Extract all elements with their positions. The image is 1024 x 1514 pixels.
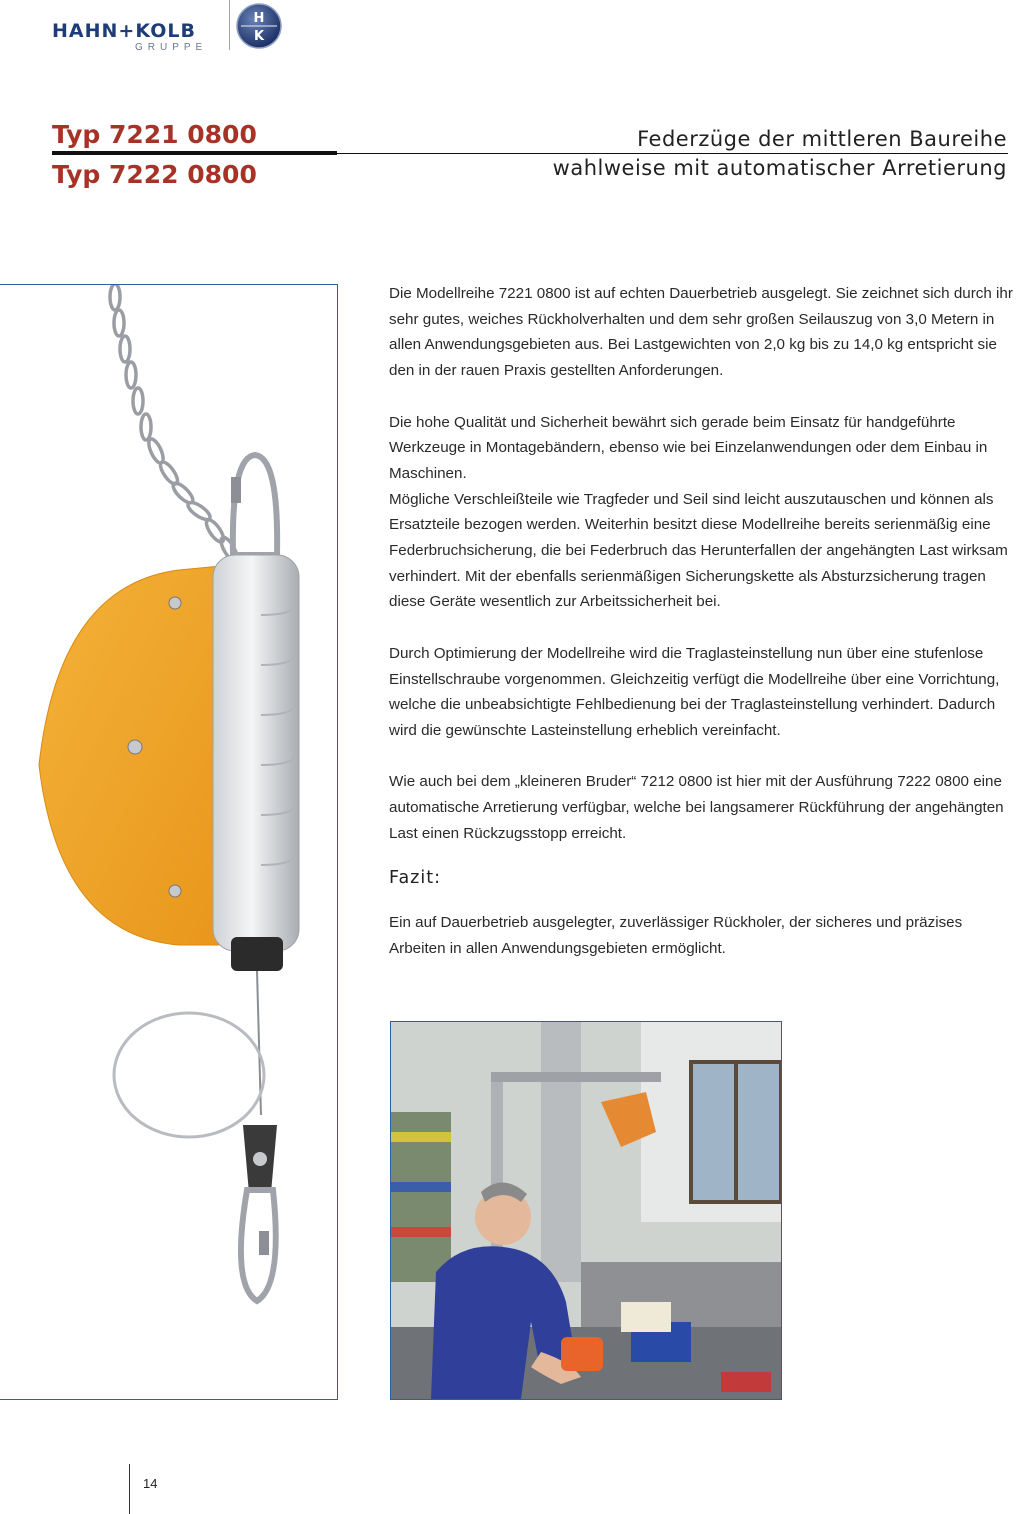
fazit-heading: Fazit: — [389, 868, 441, 889]
page-number: 14 — [143, 1476, 158, 1491]
fazit-text: Ein auf Dauerbetrieb ausgelegter, zuverlässiger Rückholer, der sicheres und präzises Arbeiten in allen Anwendungsgebieten ermöglicht. — [389, 914, 963, 957]
brand-group-label: GRUPPE — [135, 42, 208, 53]
product-image — [0, 284, 338, 1400]
type-number-1: Typ 7221 0800 — [52, 120, 257, 149]
subtitle-line-1: Federzüge der mittleren Baureihe — [637, 127, 1007, 151]
type-number-2: Typ 7222 0800 — [52, 160, 257, 189]
workshop-photo — [390, 1021, 782, 1400]
svg-text:H: H — [253, 11, 265, 26]
header-rule-accent — [52, 151, 337, 155]
logo-divider — [229, 0, 230, 50]
subtitle-line-2: wahlweise mit automatischer Arretierung — [552, 156, 1007, 180]
spring-balancer-illustration — [0, 285, 337, 1399]
paragraph-3: Mögliche Verschleißteile wie Tragfeder und Seil sind leicht auszutauschen und können als Ersatzteile bezogen werden. Weiterhin besitzt diese Modellreihe bereits serienmäßig eine Federbruchsicherung, die bei Federbruch das Herunterfallen der angehängten Last wirksam verhindert. Mit der ebenfalls serienmäßigen Sicherungskette als Absturzsicherung tragen diese Geräte wesentlich zur Arbeitssicherheit bei. — [389, 490, 1008, 611]
paragraph-5: Wie auch bei dem „kleineren Bruder“ 7212 0800 ist hier mit der Ausführung 7222 0800 eine automatische Arretierung verfügbar, welche bei langsamerer Rückführung der angehängten Last einen Rückzugsstopp erreicht. — [389, 773, 1004, 842]
page-number-divider — [129, 1464, 130, 1514]
brand-logo-text: HAHN+KOLB — [52, 20, 196, 42]
workshop-photo-illustration — [391, 1022, 781, 1399]
paragraph-4: Durch Optimierung der Modellreihe wird die Traglasteinstellung nun über eine stufenlose Einstellschraube vorgenommen. Gleichzeitig verfügt die Modellreihe über eine Vorrichtung, welche die unbeabsichtigte Fehlbedienung bei der Traglasteinstellung verhindert. Dadurch wird die gewünschte Lasteinstellung erheblich vereinfacht. — [389, 644, 1000, 739]
paragraph-1: Die Modellreihe 7221 0800 ist auf echten Dauerbetrieb ausgelegt. Sie zeichnet sich durch ihr sehr gutes, weiches Rückholverhalten und dem sehr großen Seilauszug von 3,0 Metern in allen Anwendungsgebieten aus. Bei Lastgewichten von 2,0 kg bis zu 14,0 kg entspricht sie den in der rauen Praxis gestellten Anforderungen. — [389, 285, 1013, 380]
svg-text:K: K — [253, 29, 265, 44]
paragraph-2: Die hohe Qualität und Sicherheit bewährt sich gerade beim Einsatz für handgeführte Werkzeuge in Montagebändern, ebenso wie bei Einzelanwendungen oder dem Einbau in Maschinen. — [389, 413, 988, 482]
brand-badge-icon — [235, 2, 283, 50]
body-text — [389, 281, 1014, 962]
